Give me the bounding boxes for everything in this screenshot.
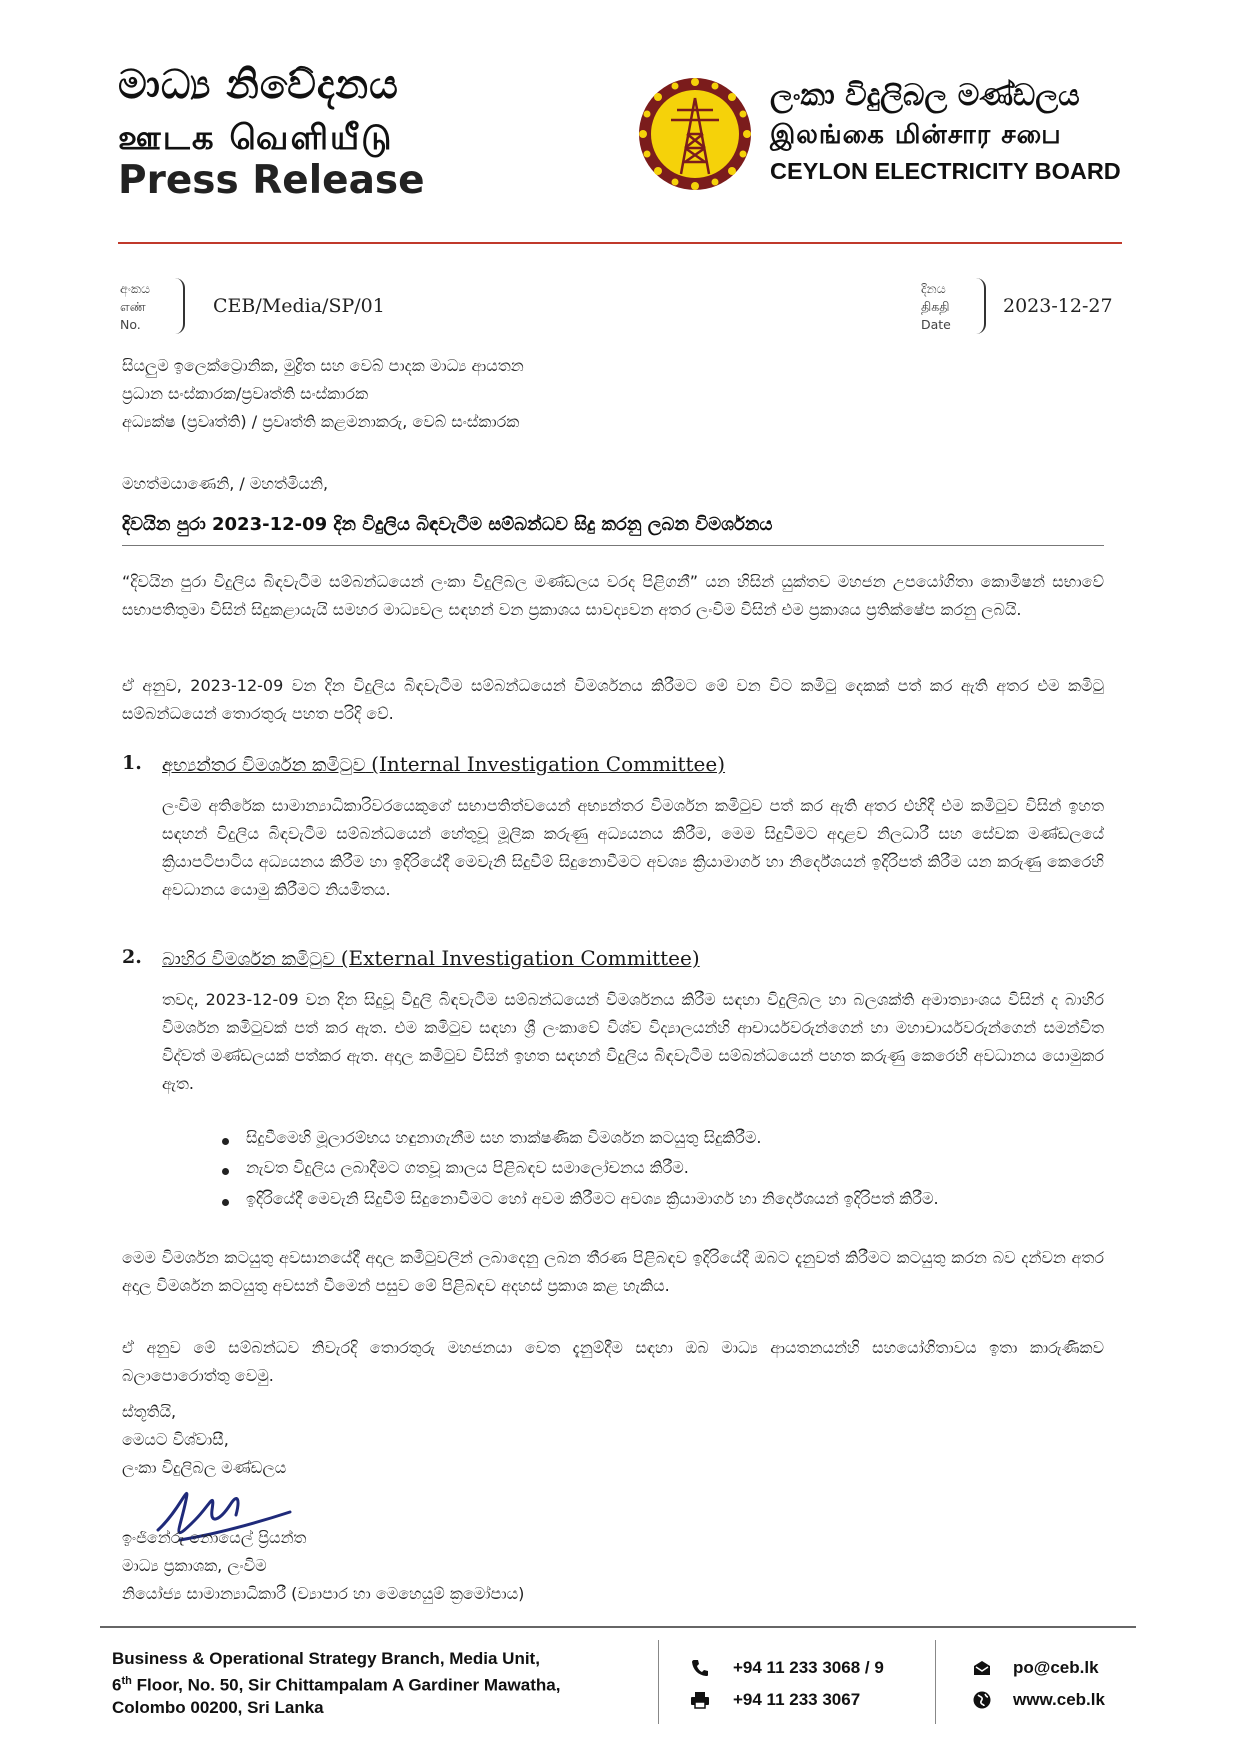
bullet-icon [222,1138,229,1145]
bullet-item: නැවත විදුලිය ලබාදීමට ගතවූ කාලය පිළිබඳව සමාලෝචනය කිරීම. [246,1158,689,1177]
section-1-heading [162,752,725,776]
globe-icon [972,1690,992,1710]
ceb-logo [637,76,753,192]
section-2-heading-en: (External Investigation Committee) [340,946,700,970]
ref-date-brace [976,278,986,334]
phone-icon [690,1658,710,1678]
paragraph-intro: “දිවයින පුරා විදුලිය බිඳවැටීම සම්බන්ධයෙන් ලංකා විදුලිබල මණ්ඩලය වරද පිළිගනී” යන හිසින් යුක්තව මහජන උපයෝගිතා කොමිෂන් සභාවේ සභාපතිතුමා විසින් සිදුකළායැයි සමහර මාධ්‍යවල සඳහන් වන ප්‍රකාශය සාවද්‍යවන අතර ලංවිම විසින් එම ප්‍රකාශය ප්‍රතික්ෂේප කරනු ලබයි. [122,572,1104,619]
footer-separator [935,1640,936,1724]
signatory-block [122,1524,524,1608]
section-2-heading [162,946,700,970]
footer-fax[interactable]: +94 11 233 3067 [733,1690,861,1709]
press-release-title-tamil: ஊடக வெளியீடு [118,118,394,158]
paragraph-outcome: මෙම විමර්ශන කටයුතු අවසානයේදී අදාල කමිටුවලින් ලබාදෙනු ලබන තීරණ පිළිබඳව ඉදිරියේදී ඔබට දැනුවත් කිරීමට කටයුතු කරන බව දන්වන අතර අදාල විමර්ශන කටයුතු අවසන් වීමෙන් පසුව මේ පිළිබඳව අදහස් ප්‍රකාශ කළ හැකිය. [122,1248,1104,1295]
addressee-line: අධ්‍යක්ෂ (ප්‍රවෘත්ති) / ප්‍රවෘත්ති කළමනාකරු, වෙබ් සංස්කාරක [122,412,520,431]
closing-thanks: ස්තූතියි, [122,1402,177,1421]
org-name-sinhala: ලංකා විදුලිබල මණ්ඩලය [770,78,1080,113]
signatory-title: මාධ්‍ය ප්‍රකාශක, ලංවිම [122,1556,267,1575]
subject-underline [122,545,1104,546]
ref-date: 2023-12-27 [1003,295,1113,317]
paragraph-committees: ඒ අනුව, 2023-12-09 වන දින විදුලිය බිඳවැටීම සම්බන්ධයෙන් විමර්ශනය කිරීමට මේ වන විට කමිටු දෙකක් පත් කර ඇති අතර එම කමිටු සම්බන්ධයෙන් තොරතුරු පහත පරිදි වේ. [122,676,1104,723]
footer-address: Business & Operational Strategy Branch, Media Unit, 6th Floor, No. 50, Sir Chittampalam A Gardiner Mawatha, Colombo 00200, Sri Lanka [112,1649,561,1717]
addressee-line: සියලුම ඉලෙක්ට්‍රොනික, මුද්‍රිත සහ වෙබ් පාදක මාධ්‍ය ආයතන [122,356,524,375]
bullet-icon [222,1168,229,1175]
section-2-number: 2. [122,946,142,968]
fax-icon [690,1690,710,1710]
press-release-title-english: Press Release [118,158,425,203]
subject-heading: දිවයින පුරා 2023-12-09 දින විදුලිය බිඳවැටීම සම්බන්ධව සිදු කරනු ලබන විමර්ශනය [122,514,773,535]
salutation: මහත්මයාණෙනි, / මහත්මියනි, [122,474,329,493]
section-2-heading-si: බාහිර විමර්ශන කමිටුව [162,949,335,970]
closing-faithfully: මෙයට විශ්වාසී, [122,1430,229,1449]
addressee-line: ප්‍රධාන සංස්කාරක/ප්‍රවෘත්ති සංස්කාරක [122,384,369,403]
section-1-heading-en: (Internal Investigation Committee) [371,752,726,776]
section-1-heading-si: අභ්‍යන්තර විමර්ශන කමිටුව [162,755,366,776]
header-divider [118,242,1122,244]
paragraph-request: ඒ අනුව මේ සම්බන්ධව නිවැරදි තොරතුරු මහජනයා වෙත දැනුම්දීම සඳහා ඔබ මාධ්‍ය ආයතනයන්හි සහයෝගිතාවය ඉතා කාරුණිකව බලාපොරොත්තු වෙමු. [122,1338,1104,1385]
ref-number: CEB/Media/SP/01 [213,295,385,317]
ref-date-labels: දිනය திகதி Date [921,281,951,332]
footer-phone[interactable]: +94 11 233 3068 / 9 [733,1658,884,1677]
bullet-item: සිදුවීමෙහි මූලාරම්භය හඳුනාගැනීම සහ තාක්ෂණික විමර්ශන කටයුතු සිදුකිරීම. [246,1128,762,1147]
addressee-list [122,352,524,436]
signatory-name: ඉංජිනේරු නොයෙල් ප්‍රියන්ත [122,1528,307,1547]
footer-website[interactable]: www.ceb.lk [1013,1690,1105,1709]
org-name-tamil: இலங்கை மின்சார சபை [770,120,1062,150]
envelope-icon [972,1658,992,1678]
section-2-body: තවද, 2023-12-09 වන දින සිදුවූ විදුලි බිඳවැටීම සම්බන්ධයෙන් විමර්ශනය කිරීම සඳහා විදුලිබල හා බලශක්ති අමාත්‍යාංශය විසින් ද බාහිර විමර්ශන කමිටුවක් පත් කර ඇත. එම කමිටුව සඳහා ශ්‍රී ලංකාවේ විශ්ව විද්‍යාලයන්හි ආචාර්යවරුන්ගෙන් හා මහාචාර්යවරුන්ගෙන් සමන්විත විද්වත් මණ්ඩලයක් පත්කර ඇත. අදාල කමිටුව විසින් ඉහත සඳහන් විදුලිය බිඳවැටීම සම්බන්ධයෙන් පහත කරුණු කෙරෙහි අවධානය යොමුකර ඇත. [162,990,1104,1093]
footer-separator [658,1640,659,1724]
footer-divider [100,1626,1136,1628]
bullet-item: ඉදිරියේදී මෙවැනි සිදුවීම් සිදුනොවීමට හෝ අවම කිරීමට අවශ්‍ය ක්‍රියාමාර්ග හා නිර්දේශයන් ඉදිරිපත් කිරීම. [246,1189,939,1208]
footer-email[interactable]: po@ceb.lk [1013,1658,1099,1677]
section-1-body: ලංවිම අතිරේක සාමාන්‍යාධිකාරිවරයෙකුගේ සභාපතිත්වයෙන් අභ්‍යන්තර විමර්ශන කමිටුව පත් කර ඇති අතර එහිදී එම කමිටුව විසින් ඉහත සඳහන් විදුලිය බිඳවැටීම සම්බන්ධයෙන් හේතුවූ මූලික කරුණු අධ්‍යයනය කිරීම, මෙම සිදුවීමට අදාළව නිලධාරී සහ සේවක මණ්ඩලයේ ක්‍රියාපටිපාටිය අධ්‍යයනය කිරීම හා ඉදිරියේදී මෙවැනි සිදුවීම් සිදුනොවීමට අවශ්‍ය ක්‍රියාමාර්ග හා නිර්දේශයන් ඉදිරිපත් කිරීම යන කරුණු කෙරෙහි අවධානය යොමු කිරීමට නියමිතය. [162,796,1104,899]
ref-no-labels: අංකය எண் No. [120,281,151,332]
signatory-title: නියෝජ්‍ය සාමාන්‍යාධිකාරී (ව්‍යාපාර හා මෙහෙයුම් ක්‍රමෝපාය) [122,1584,525,1603]
press-release-title-sinhala: මාධ්‍ය නිවේදනය [118,62,399,108]
ref-no-brace [175,278,185,334]
org-name-english: CEYLON ELECTRICITY BOARD [770,158,1121,184]
section-1-number: 1. [122,752,142,774]
bullet-icon [222,1199,229,1206]
closing-org: ලංකා විදුලිබල මණ්ඩලය [122,1458,287,1477]
